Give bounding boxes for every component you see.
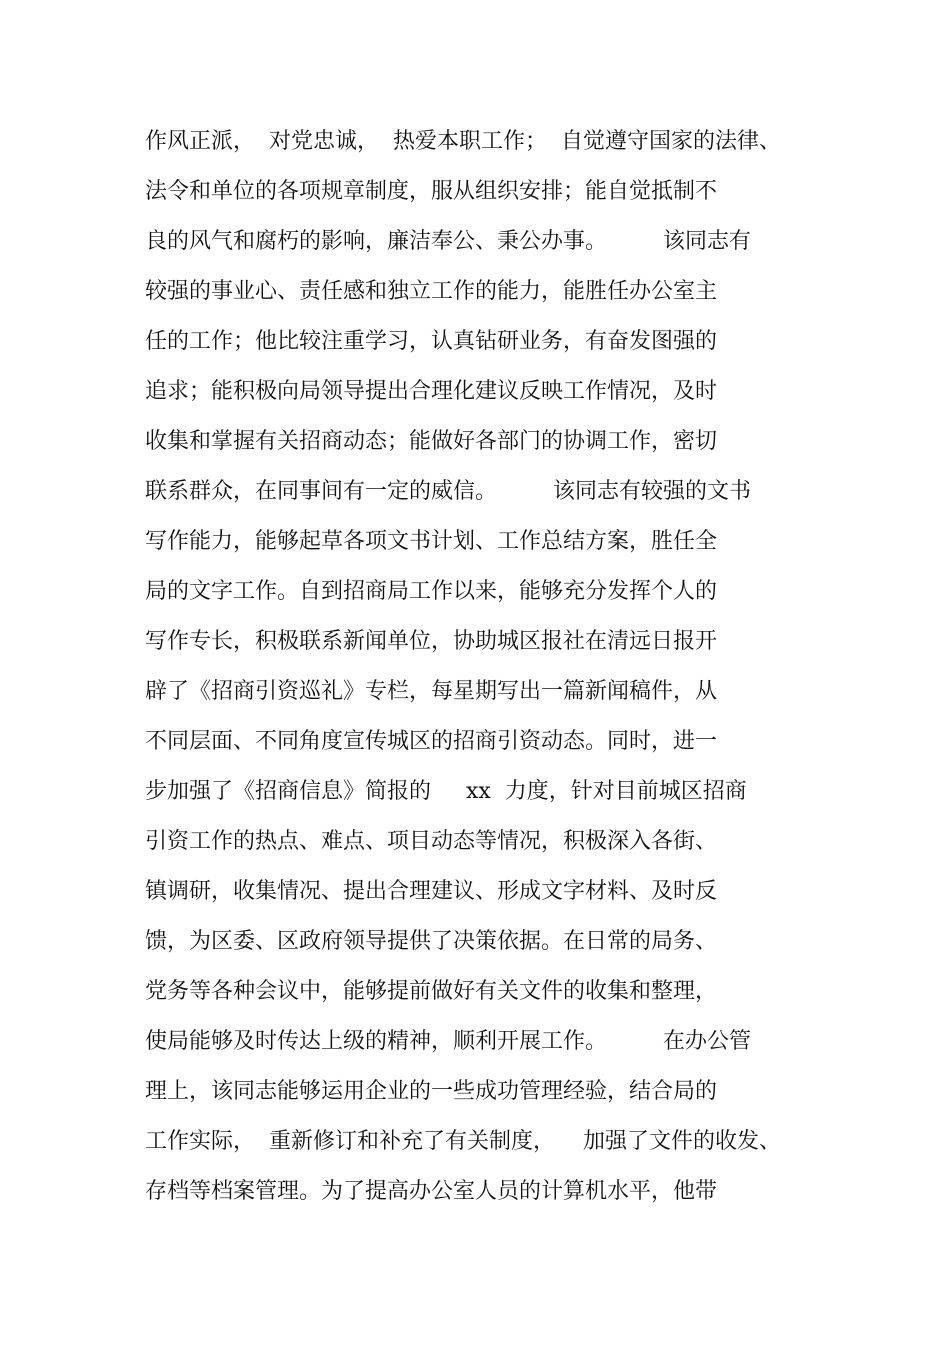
text-line: 步加强了《招商信息》简报的 xx 力度，针对目前城区招商 [145,779,747,804]
text-line: 作风正派， 对党忠诚， 热爱本职工作； 自觉遵守国家的法律、 [145,129,781,154]
text-line: 使局能够及时传达上级的精神，顺利开展工作。 在办公管 [145,1029,751,1054]
text-line: 馈，为区委、区政府领导提供了决策依据。在日常的局务、 [145,929,718,954]
text-line: 追求；能积极向局领导提出合理化建议反映工作情况，及时 [145,379,718,404]
text-line: 理上，该同志能够运用企业的一些成功管理经验，结合局的 [145,1079,718,1104]
text-line: 收集和掌握有关招商动态；能做好各部门的协调工作，密切 [145,429,718,454]
text-line: 联系群众，在同事间有一定的威信。 该同志有较强的文书 [145,479,751,504]
text-line: 局的文字工作。自到招商局工作以来，能够充分发挥个人的 [145,579,718,604]
text-line: 任的工作；他比较注重学习，认真钻研业务，有奋发图强的 [145,329,718,354]
text-line: 良的风气和腐朽的影响，廉洁奉公、秉公办事。 该同志有 [145,229,751,254]
text-line: 较强的事业心、责任感和独立工作的能力，能胜任办公室主 [145,279,718,304]
text-line: 存档等档案管理。为了提高办公室人员的计算机水平，他带 [145,1179,718,1204]
text-line: 写作能力，能够起草各项文书计划、工作总结方案，胜任全 [145,529,718,554]
text-line: 镇调研，收集情况、提出合理建议、形成文字材料、及时反 [145,879,718,904]
text-line: 法令和单位的各项规章制度，服从组织安排；能自觉抵制不 [145,179,718,204]
text-line: 党务等各种会议中，能够提前做好有关文件的收集和整理， [145,979,718,1004]
text-line: 写作专长，积极联系新闻单位，协助城区报社在清远日报开 [145,629,718,654]
text-line: 引资工作的热点、难点、项目动态等情况，积极深入各街、 [145,829,718,854]
text-line: 辟了《招商引资巡礼》专栏，每星期写出一篇新闻稿件，从 [145,679,718,704]
text-line: 不同层面、不同角度宣传城区的招商引资动态。同时，进一 [145,729,718,754]
text-line: 工作实际， 重新修订和补充了有关制度， 加强了文件的收发、 [145,1129,781,1154]
